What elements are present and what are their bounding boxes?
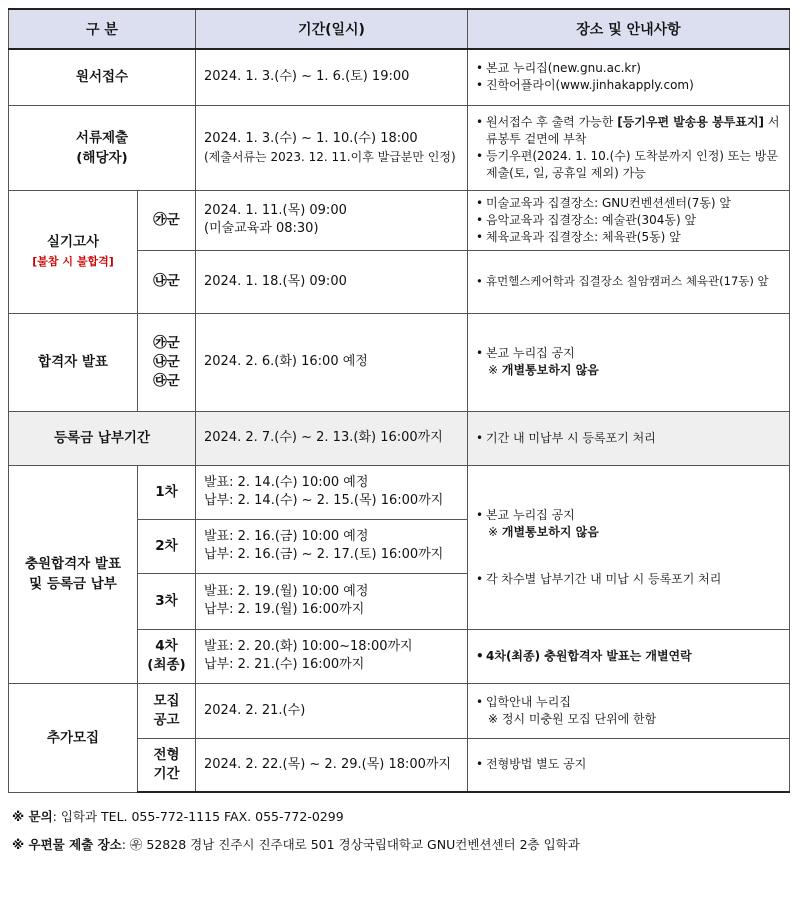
row-practical-ga (9, 190, 790, 250)
row-announcement (9, 313, 790, 411)
row-extra-notice (9, 683, 790, 738)
documents-info-1: • 원서접수 후 출력 가능한 [등기우편 발송용 봉투표지] 서류봉투 겉면에 부착 (476, 114, 781, 148)
round-3-label: 3차 (138, 573, 196, 629)
contact-text: : 입학과 TEL. 055-772-1115 FAX. 055-772-0299 (52, 809, 344, 824)
documents-label: 서류제출 (해당자) (9, 105, 196, 190)
practical-ga-date: 2024. 1. 11.(목) 09:00 (미술교육과 08:30) (196, 190, 468, 250)
extra-notice-info: • 입학안내 누리집 ※ 정시 미충원 모집 단위에 한함 (468, 683, 790, 738)
payment-date: 2024. 2. 7.(수) ~ 2. 13.(화) 16:00까지 (196, 411, 468, 465)
header-location: 장소 및 안내사항 (468, 9, 790, 49)
announcement-groups: ㉮군 ㉯군 ㉰군 (138, 313, 196, 411)
payment-label: 등록금 납부기간 (9, 411, 196, 465)
announcement-label: 합격자 발표 (9, 313, 138, 411)
round-2-date: 발표: 2. 16.(금) 10:00 예정 납부: 2. 16.(금) ~ 2. 17.(토) 16:00까지 (196, 519, 468, 573)
contact-label: ※ 문의 (12, 809, 53, 824)
extra-screening-label: 전형 기간 (138, 738, 196, 792)
round-4-info: • 4차(최종) 충원합격자 발표는 개별연락 (468, 629, 790, 683)
round-3-date: 발표: 2. 19.(월) 10:00 예정 납부: 2. 19.(월) 16:00까지 (196, 573, 468, 629)
practical-na-label: ㉯군 (138, 250, 196, 313)
table-header-row (9, 9, 790, 49)
documents-info-2: • 등기우편(2024. 1. 10.(수) 도착분까지 인정) 또는 방문제출(토, 일, 공휴일 제외) 가능 (476, 148, 781, 182)
extra-label: 추가모집 (9, 683, 138, 792)
additional-note: ※ 개별통보하지 않음 (488, 524, 599, 539)
admission-schedule-table (8, 8, 790, 793)
announcement-date: 2024. 2. 6.(화) 16:00 예정 (196, 313, 468, 411)
practical-warning: [불참 시 불합격] (32, 254, 114, 268)
extra-screening-info: • 전형방법 별도 공지 (468, 738, 790, 792)
application-label: 원서접수 (9, 49, 196, 105)
mail-label: ※ 우편물 제출 장소 (12, 837, 122, 852)
extra-notice-date: 2024. 2. 21.(수) (196, 683, 468, 738)
announcement-note: ※ 개별통보하지 않음 (488, 363, 599, 377)
round-1-date: 발표: 2. 14.(수) 10:00 예정 납부: 2. 14.(수) ~ 2. 15.(목) 16:00까지 (196, 465, 468, 519)
extra-screening-date: 2024. 2. 22.(목) ~ 2. 29.(목) 18:00까지 (196, 738, 468, 792)
application-info (468, 49, 790, 105)
footer-mail-address (12, 836, 580, 854)
practical-na-info: • 휴먼헬스케어학과 집결장소 칠암캠퍼스 체육관(17동) 앞 (468, 250, 790, 313)
extra-notice-label: 모집 공고 (138, 683, 196, 738)
practical-ga-label: ㉮군 (138, 190, 196, 250)
row-additional-1 (9, 465, 790, 519)
documents-info (468, 105, 790, 190)
footer-contact (12, 808, 344, 826)
mail-text: : ㉾ 52828 경남 진주시 진주대로 501 경상국립대학교 GNU컨벤션센터 2층 입학과 (121, 837, 580, 852)
application-info-2: • 진학어플라이(www.jinhakapply.com) (476, 77, 781, 94)
additional-label: 충원합격자 발표 및 등록금 납부 (9, 465, 138, 683)
practical-label: 실기고사 [불참 시 불합격] (9, 190, 138, 313)
row-application (9, 49, 790, 105)
documents-date: 2024. 1. 3.(수) ~ 1. 10.(수) 18:00 (제출서류는 2023. 12. 11.이후 발급분만 인정) (196, 105, 468, 190)
round-4-label: 4차 (최종) (138, 629, 196, 683)
additional-info: • 본교 누리집 공지 ※ 개별통보하지 않음 • 각 차수별 납부기간 내 미납 시 등록포기 처리 (468, 465, 790, 629)
practical-ga-info: • 미술교육과 집결장소: GNU컨벤션센터(7동) 앞 • 음악교육과 집결장소: 예술관(304동) 앞 • 체육교육과 집결장소: 체육관(5동) 앞 (468, 190, 790, 250)
round-1-label: 1차 (138, 465, 196, 519)
announcement-info: • 본교 누리집 공지 ※ 개별통보하지 않음 (468, 313, 790, 411)
round-2-label: 2차 (138, 519, 196, 573)
header-period: 기간(일시) (196, 9, 468, 49)
row-payment (9, 411, 790, 465)
practical-na-date: 2024. 1. 18.(목) 09:00 (196, 250, 468, 313)
header-category: 구 분 (9, 9, 196, 49)
round-4-date: 발표: 2. 20.(화) 10:00~18:00까지 납부: 2. 21.(수) 16:00까지 (196, 629, 468, 683)
payment-info: • 기간 내 미납부 시 등록포기 처리 (468, 411, 790, 465)
row-documents (9, 105, 790, 190)
application-date: 2024. 1. 3.(수) ~ 1. 6.(토) 19:00 (196, 49, 468, 105)
application-info-1: • 본교 누리집(new.gnu.ac.kr) (476, 60, 781, 77)
